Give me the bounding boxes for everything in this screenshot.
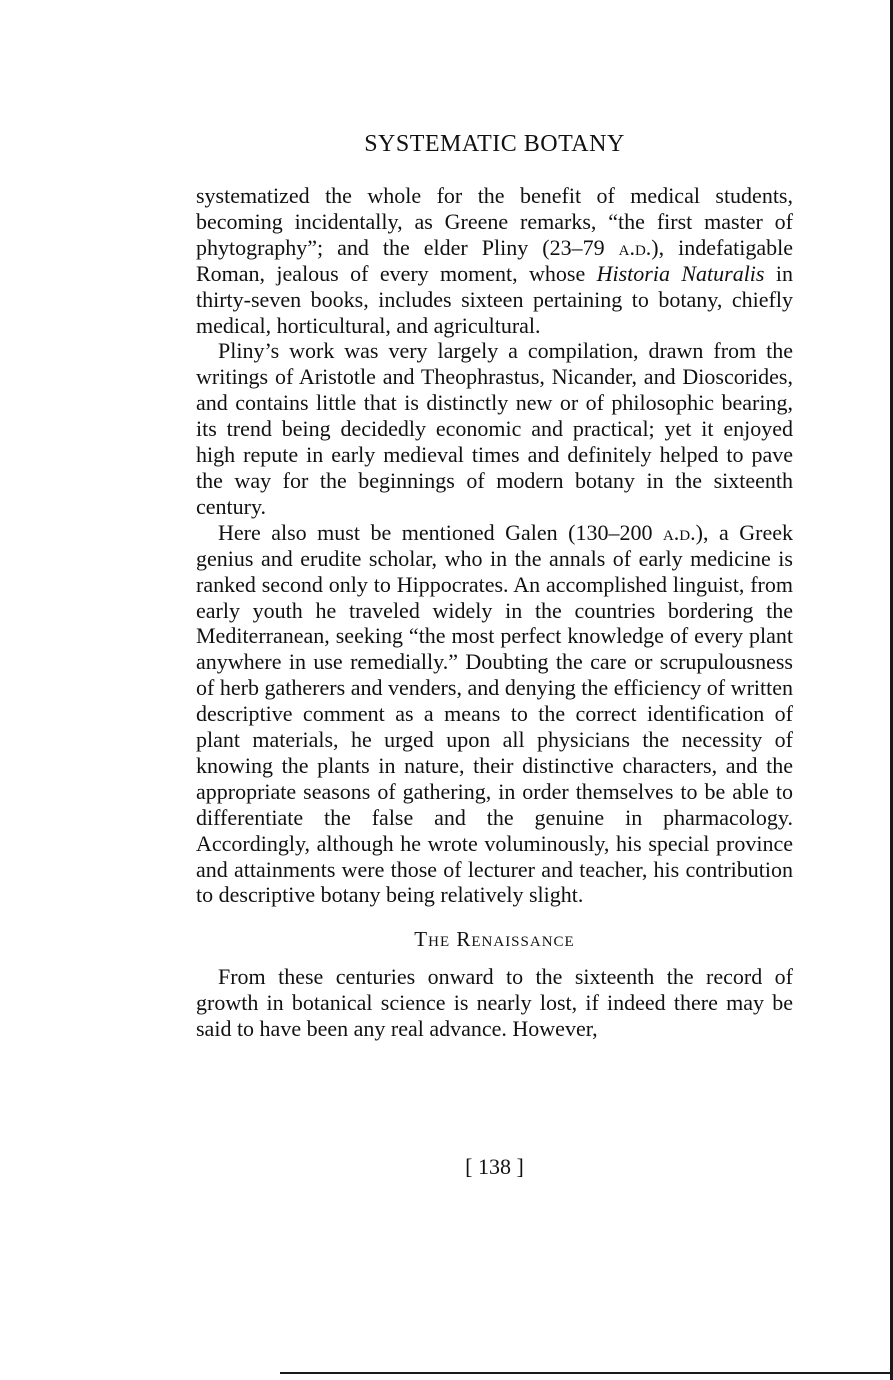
paragraph-3-text-b: ), a Greek genius and erudite scholar, who in the annals of early medicine is ranked second only to Hippocrates. An accomplished linguist, from early youth he traveled widely in the countries bordering the Mediterranean, seeking “the most perfect knowledge of every plant anywhere in use remedially.” Doubting the care or scrupulousness of herb gatherers and venders, and denying the efficiency of written descriptive comment as a means to the correct identification of plant materials, he urged upon all physicians the necessity of knowing the plants in nature, their distinctive characters, and the appropriate seasons of gathering, in order themselves to be able to differentiate the false and the genuine in pharmacology. Accordingly, although he wrote voluminously, his special province and attainments were those of lecturer and teacher, his contribution to descriptive botany being relatively slight. bbox=[196, 519, 793, 908]
paragraph-4: From these centuries onward to the sixteenth the record of growth in botanical science is nearly lost, if indeed there may be said to have been any real advance. However, bbox=[196, 964, 793, 1042]
paragraph-1 bbox=[196, 183, 793, 338]
era-abbreviation: a.d. bbox=[618, 234, 652, 260]
paragraph-1-text-b: ), indefatigable Roman, jealous of every moment, whose bbox=[196, 234, 793, 286]
section-heading: The Renaissance bbox=[414, 927, 575, 952]
paragraph-3 bbox=[196, 520, 793, 909]
page-number: [ 138 ] bbox=[465, 1154, 524, 1179]
paragraph-1-text-c: in thirty-seven books, includes sixteen pertaining to botany, chiefly medical, horticultural, and agricultural. bbox=[196, 260, 793, 338]
body-text bbox=[196, 183, 793, 1042]
book-title: Historia Naturalis bbox=[596, 260, 765, 286]
page-edge-bottom bbox=[280, 1372, 893, 1374]
paragraph-3-text-a: Here also must be mentioned Galen (130–200 bbox=[218, 519, 663, 545]
running-head: SYSTEMATIC BOTANY bbox=[364, 131, 625, 157]
paragraph-2: Pliny’s work was very largely a compilation, drawn from the writings of Aristotle and Theophrastus, Nicander, and Dioscorides, and contains little that is distinctly new or of philosophic bearing, its trend being decidedly economic and practical; yet it enjoyed high repute in early medieval times and definitely helped to pave the way for the beginnings of modern botany in the sixteenth century. bbox=[196, 338, 793, 519]
paragraph-1-text-a: systematized the whole for the benefit of medical students, becoming incidentally, as Greene remarks, “the first master of phytography”; and the elder Pliny (23–79 bbox=[196, 183, 793, 260]
era-abbreviation: a.d. bbox=[662, 519, 696, 545]
